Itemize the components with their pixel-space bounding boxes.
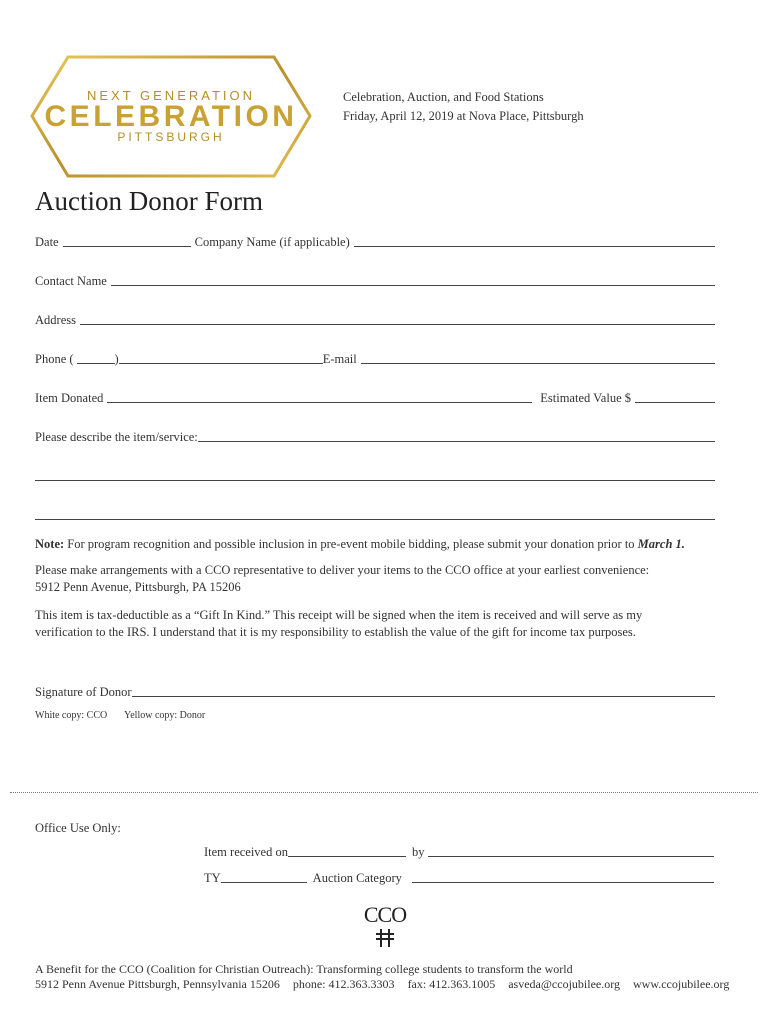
arrangements-paragraph: [35, 562, 725, 596]
value-label: Estimated Value $: [540, 391, 631, 405]
describe-field-line-1[interactable]: [198, 441, 715, 442]
event-description: Celebration, Auction, and Food Stations: [343, 90, 544, 104]
address-label: Address: [35, 313, 76, 327]
describe-label: Please describe the item/service:: [35, 430, 198, 444]
date-label: Date: [35, 235, 59, 249]
phone-paren: ): [114, 352, 119, 366]
office-use-title: Office Use Only:: [35, 821, 121, 835]
phone-number-field[interactable]: [119, 363, 323, 364]
note-label: Note:: [35, 537, 65, 551]
footer-contact-line: [35, 977, 729, 992]
received-by-field[interactable]: [428, 856, 714, 857]
note-deadline: March 1.: [637, 537, 685, 551]
cco-logo-text: CCO: [363, 902, 407, 927]
received-label: Item received on: [204, 845, 288, 859]
arrangements-address: 5912 Penn Avenue, Pittsburgh, PA 15206: [35, 580, 241, 594]
row-item-received: [204, 842, 714, 860]
tax-line-1: This item is tax-deductible as a “Gift In Kind.” This receipt will be signed when the item is received and will serve as my: [35, 608, 643, 622]
note-text: For program recognition and possible inclusion in pre-event mobile bidding, please submit your donation prior to: [64, 537, 638, 551]
row-item-value: [35, 388, 715, 406]
signature-label: Signature of Donor: [35, 685, 132, 699]
received-by-label: by: [411, 845, 425, 859]
logo-line-pittsburgh: PITTSBURGH: [117, 130, 225, 144]
ty-field[interactable]: [221, 882, 307, 883]
email-field[interactable]: [361, 363, 715, 364]
footer-benefit-line: A Benefit for the CCO (Coalition for Christian Outreach): Transforming college students to transform the world: [35, 962, 573, 976]
footer-fax: fax: 412.363.1005: [407, 977, 496, 991]
email-label: E-mail: [322, 352, 357, 366]
white-copy-note: White copy: CCO: [35, 710, 108, 721]
phone-label: Phone (: [35, 352, 74, 366]
cut-divider: [10, 792, 758, 793]
describe-field-line-2[interactable]: [35, 480, 715, 481]
ty-label: TY: [204, 871, 221, 885]
cross-icon: [375, 929, 395, 947]
event-date-location: Friday, April 12, 2019 at Nova Place, Pittsburgh: [343, 109, 584, 123]
form-title: Auction Donor Form: [35, 186, 263, 216]
item-field[interactable]: [107, 402, 532, 403]
tax-paragraph: [35, 607, 725, 641]
value-field[interactable]: [635, 402, 715, 403]
arrangements-line-1: Please make arrangements with a CCO representative to deliver your items to the CCO office at your earliest convenience:: [35, 563, 650, 577]
footer-phone: phone: 412.363.3303: [292, 977, 395, 991]
row-ty-category: [204, 868, 714, 886]
yellow-copy-note: Yellow copy: Donor: [124, 710, 206, 721]
row-signature: [35, 682, 715, 700]
received-date-field[interactable]: [288, 856, 406, 857]
logo-line-next-generation: NEXT GENERATION: [86, 88, 256, 103]
company-label: Company Name (if applicable): [194, 235, 350, 249]
describe-field-line-3[interactable]: [35, 519, 715, 520]
item-label: Item Donated: [35, 391, 104, 405]
row-address: [35, 310, 715, 328]
tax-line-2: verification to the IRS. I understand that it is my responsibility to establish the value of the gift for income tax purposes.: [35, 625, 636, 639]
row-phone-email: [35, 349, 715, 367]
footer-address: 5912 Penn Avenue Pittsburgh, Pennsylvania 15206: [35, 977, 280, 991]
category-label: Auction Category: [312, 871, 402, 885]
category-field[interactable]: [412, 882, 714, 883]
contact-field[interactable]: [111, 285, 715, 286]
date-field[interactable]: [63, 246, 191, 247]
footer-website[interactable]: www.ccojubilee.org: [633, 977, 730, 991]
signature-field[interactable]: [132, 696, 715, 697]
event-logo: [30, 55, 312, 178]
cco-logo: [350, 902, 420, 947]
row-date-company: [35, 232, 715, 250]
contact-label: Contact Name: [35, 274, 107, 288]
logo-line-celebration: CELEBRATION: [44, 100, 298, 133]
note-paragraph: [35, 536, 725, 553]
row-contact: [35, 271, 715, 289]
address-field[interactable]: [80, 324, 715, 325]
company-field[interactable]: [354, 246, 715, 247]
row-describe: [35, 427, 715, 445]
footer-email[interactable]: asveda@ccojubilee.org: [508, 977, 621, 991]
phone-area-code-field[interactable]: [77, 363, 115, 364]
